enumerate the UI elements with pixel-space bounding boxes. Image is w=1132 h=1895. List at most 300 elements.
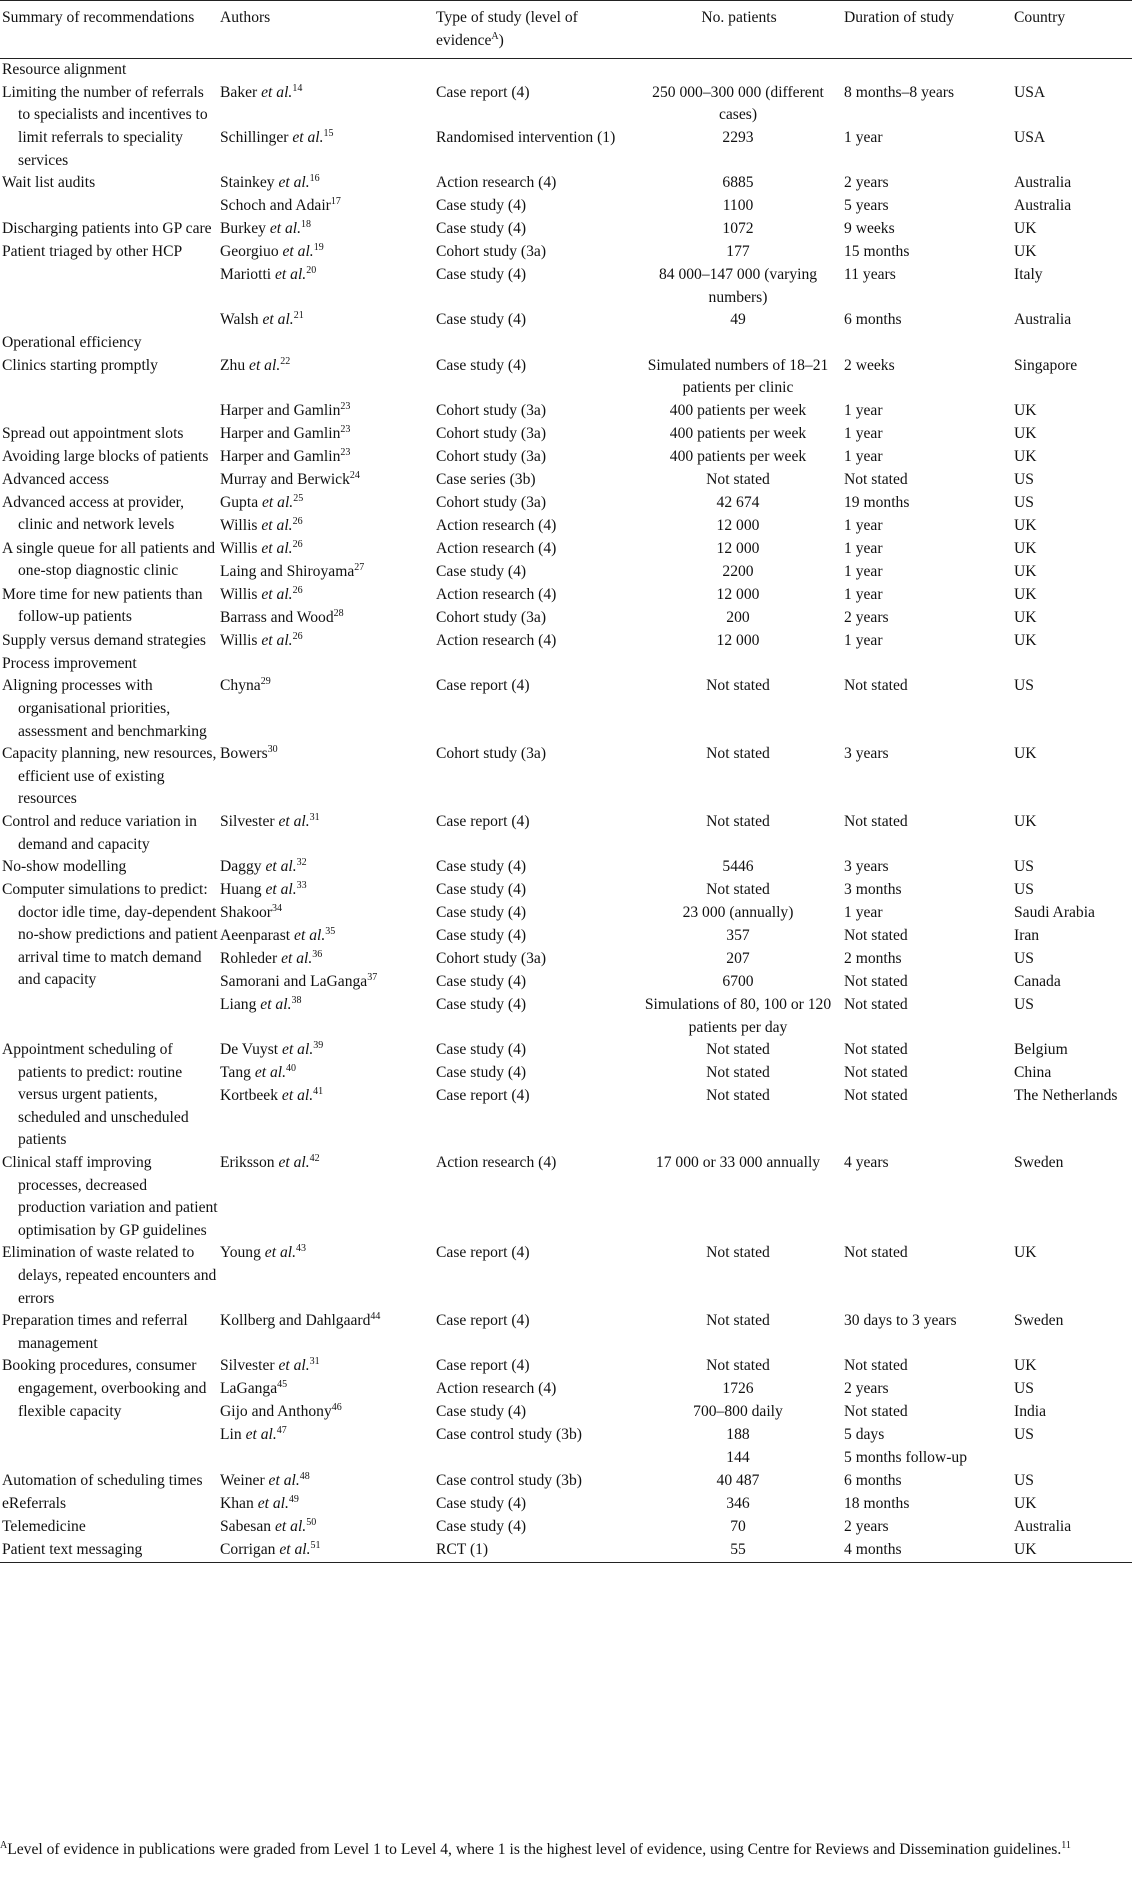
study-type: Case study (4) (436, 881, 527, 899)
study-type: Case report (4) (436, 1244, 530, 1262)
recommendation-text: Aligning processes with organisational priorities, assessment and benchmarking (2, 677, 207, 740)
duration-value: 5 years (844, 197, 889, 215)
header-type-sup: A (491, 30, 499, 42)
author-entry (220, 82, 434, 127)
footnote-ref: 11 (1061, 1839, 1071, 1851)
duration-value: 3 years (844, 745, 889, 763)
study-type: Case study (4) (436, 311, 527, 329)
duration-cell (842, 446, 1012, 469)
country-value: Australia (1014, 311, 1072, 329)
country-value: UK (1014, 516, 1037, 534)
recommendation-cell (0, 1039, 218, 1152)
patients-cell (634, 1152, 842, 1242)
section-label (0, 653, 1132, 676)
patients-value: 346 (726, 1495, 750, 1513)
author-name: Gijo and Anthony (220, 1403, 332, 1421)
patients-cell (634, 423, 842, 446)
country-value: India (1014, 1403, 1047, 1421)
country-cell (1012, 423, 1132, 446)
author-etal: et al. (278, 812, 310, 830)
author-etal: et al. (294, 927, 326, 945)
author-name: Silvester (220, 1357, 279, 1375)
duration-value: Not stated (844, 1403, 908, 1421)
author-ref: 23 (340, 400, 351, 412)
author-name: Laing and Shiroyama (220, 562, 355, 580)
study-type-cell (434, 856, 634, 879)
country-value: UK (1014, 424, 1037, 442)
patients-value: 250 000–300 000 (different cases) (652, 83, 824, 124)
recommendation-text: Advanced access (2, 470, 109, 488)
duration-cell (842, 811, 1012, 856)
author-entry (220, 743, 434, 766)
country-cell (1012, 630, 1132, 653)
recommendation-cell (0, 1242, 218, 1310)
author-ref: 21 (293, 309, 304, 321)
duration-value: Not stated (844, 677, 908, 695)
patients-value: Not stated (706, 1087, 770, 1105)
study-type-cell (434, 538, 634, 584)
author-etal: et al. (279, 1541, 311, 1559)
recommendation-cell (0, 743, 218, 811)
author-ref: 35 (325, 925, 336, 937)
author-ref: 17 (330, 195, 341, 207)
patients-value: 2293 (722, 128, 754, 146)
duration-cell (842, 879, 1012, 1039)
author-ref: 22 (280, 355, 291, 367)
table-row (0, 492, 1132, 538)
study-type-cell (434, 1539, 634, 1563)
header-country: Country (1014, 9, 1066, 26)
author-ref: 32 (296, 856, 307, 868)
author-entry (220, 607, 434, 630)
author-ref: 28 (333, 607, 344, 619)
country-value: Australia (1014, 1518, 1072, 1536)
author-etal: et al. (264, 1244, 296, 1262)
author-ref: 26 (292, 538, 303, 550)
patients-cell (634, 355, 842, 423)
country-value: Belgium (1014, 1041, 1068, 1059)
author-name: Aeenparast (220, 927, 295, 945)
author-name: Gupta (220, 493, 263, 511)
patients-value: Not stated (706, 1312, 770, 1330)
author-name: Lin (220, 1426, 246, 1444)
duration-value: 1 year (844, 424, 883, 442)
author-name: Murray and Berwick (220, 470, 350, 488)
table-row (0, 811, 1132, 856)
author-entry (220, 1401, 434, 1424)
duration-cell (842, 630, 1012, 653)
authors-cell (218, 446, 434, 469)
header-row (0, 1, 1132, 59)
country-value: US (1014, 950, 1034, 968)
authors-cell (218, 856, 434, 879)
authors-cell (218, 811, 434, 856)
study-type: Case study (4) (436, 904, 527, 922)
author-entry (220, 902, 434, 925)
study-type: Cohort study (3a) (436, 745, 547, 763)
patients-cell (634, 492, 842, 538)
author-entry (220, 1039, 434, 1062)
duration-value: 1 year (844, 128, 883, 146)
table-row (0, 1355, 1132, 1470)
patients-cell (634, 1539, 842, 1563)
author-name: Willis (220, 516, 262, 534)
country-value: Sweden (1014, 1312, 1064, 1330)
author-name: Stainkey (220, 174, 279, 192)
duration-value: 30 days to 3 years (844, 1312, 957, 1330)
table-row (0, 355, 1132, 423)
author-entry (220, 241, 434, 264)
table-row (0, 1152, 1132, 1242)
duration-cell (842, 172, 1012, 218)
study-type-cell (434, 675, 634, 743)
study-type: Case study (4) (436, 927, 527, 945)
duration-value: 1 year (844, 539, 883, 557)
duration-cell (842, 1493, 1012, 1516)
study-type-cell (434, 469, 634, 492)
author-ref: 16 (309, 172, 320, 184)
country-value: US (1014, 677, 1034, 695)
country-cell (1012, 1039, 1132, 1152)
recommendation-cell (0, 1470, 218, 1493)
study-type: Case control study (3b) (436, 1472, 582, 1490)
author-name: Mariotti (220, 266, 276, 284)
study-type-cell (434, 1355, 634, 1470)
patients-value: 700–800 daily (693, 1403, 783, 1421)
author-name: Liang (220, 996, 261, 1014)
study-type: Case study (4) (436, 1403, 527, 1421)
country-value: Singapore (1014, 356, 1078, 374)
recommendation-cell (0, 423, 218, 446)
header-patients: No. patients (701, 9, 777, 26)
country-value: Saudi Arabia (1014, 904, 1095, 922)
country-value: Italy (1014, 266, 1043, 284)
table-row (0, 743, 1132, 811)
country-cell (1012, 1152, 1132, 1242)
patients-cell (634, 675, 842, 743)
author-entry (220, 1470, 434, 1493)
authors-cell (218, 1310, 434, 1355)
authors-cell (218, 355, 434, 423)
country-value: Iran (1014, 927, 1040, 945)
recommendation-cell (0, 492, 218, 538)
author-entry (220, 1378, 434, 1401)
author-name: Willis (220, 539, 262, 557)
recommendation-cell (0, 82, 218, 172)
author-ref: 26 (292, 515, 303, 527)
study-type-cell (434, 492, 634, 538)
duration-cell (842, 743, 1012, 811)
duration-cell (842, 584, 1012, 630)
patients-cell (634, 1242, 842, 1310)
author-ref: 23 (340, 423, 351, 435)
patients-value: Not stated (706, 1357, 770, 1375)
study-type-cell (434, 355, 634, 423)
patients-value: Not stated (706, 881, 770, 899)
author-name: Young (220, 1244, 265, 1262)
recommendation-text: No-show modelling (2, 858, 127, 876)
authors-cell (218, 1470, 434, 1493)
duration-value: 2 years (844, 608, 889, 626)
author-etal: et al. (282, 243, 314, 261)
study-type: Case report (4) (436, 1357, 530, 1375)
author-ref: 26 (292, 584, 303, 596)
author-entry (220, 1152, 434, 1175)
patients-cell (634, 856, 842, 879)
section-row (0, 653, 1132, 676)
author-ref: 46 (331, 1402, 342, 1414)
author-etal: et al. (269, 220, 301, 238)
recommendation-text: Capacity planning, new resources, efficient use of existing resources (2, 745, 217, 808)
patients-value: 188 (726, 1426, 750, 1444)
table-row (0, 538, 1132, 584)
country-cell (1012, 1355, 1132, 1470)
author-etal: et al. (292, 128, 324, 146)
author-etal: et al. (278, 1154, 310, 1172)
author-entry (220, 1493, 434, 1516)
patients-cell (634, 446, 842, 469)
country-value: UK (1014, 220, 1037, 238)
author-entry (220, 446, 434, 469)
author-ref: 33 (296, 879, 307, 891)
author-etal: et al. (261, 539, 293, 557)
recommendation-text: Clinical staff improving processes, decreased production variation and patient optimisation by GP guidelines (2, 1154, 218, 1239)
author-etal: et al. (281, 1087, 314, 1105)
author-etal: et al. (275, 266, 307, 284)
recommendation-cell (0, 1152, 218, 1242)
author-entry (220, 218, 434, 241)
study-type (436, 1447, 634, 1470)
country-value: US (1014, 493, 1034, 511)
duration-value: 18 months (844, 1495, 910, 1513)
author-ref: 48 (299, 1471, 310, 1483)
study-type-cell (434, 172, 634, 218)
duration-cell (842, 675, 1012, 743)
recommendation-text: Automation of scheduling times (2, 1472, 203, 1490)
author-etal: et al. (281, 950, 313, 968)
table-body (0, 59, 1132, 1563)
patients-cell (634, 1516, 842, 1539)
authors-cell (218, 1516, 434, 1539)
duration-value: 5 months follow-up (844, 1449, 968, 1467)
author-etal: et al. (245, 1426, 277, 1444)
country-cell (1012, 743, 1132, 811)
patients-value: Not stated (706, 1064, 770, 1082)
duration-value: 1 year (844, 904, 883, 922)
country-value: USA (1014, 83, 1046, 101)
country-value: China (1014, 1064, 1052, 1082)
author-etal: et al. (261, 83, 293, 101)
patients-cell (634, 743, 842, 811)
study-type-cell (434, 241, 634, 332)
study-type: Case study (4) (436, 1041, 527, 1059)
country-value: UK (1014, 1495, 1037, 1513)
country-value: UK (1014, 631, 1037, 649)
study-type: Case study (4) (436, 197, 527, 215)
author-name: Zhu (220, 356, 250, 374)
author-ref: 25 (293, 492, 304, 504)
author-ref: 38 (291, 994, 302, 1006)
country-value: UK (1014, 745, 1037, 763)
author-ref: 42 (309, 1152, 320, 1164)
recommendation-text: More time for new patients than follow-up patients (2, 585, 203, 626)
patients-cell (634, 1470, 842, 1493)
duration-cell (842, 1242, 1012, 1310)
author-entry (220, 469, 434, 492)
author-etal: et al. (260, 996, 292, 1014)
duration-cell (842, 469, 1012, 492)
country-cell (1012, 1539, 1132, 1563)
table-row (0, 172, 1132, 218)
author-name: Kollberg and Dahlgaard (220, 1312, 371, 1330)
table-row (0, 879, 1132, 1039)
duration-value: 2 months (844, 950, 902, 968)
duration-value: 3 years (844, 858, 889, 876)
duration-value: Not stated (844, 1357, 908, 1375)
author-etal: et al. (282, 1041, 314, 1059)
table-row (0, 630, 1132, 653)
authors-cell (218, 675, 434, 743)
recommendation-cell (0, 241, 218, 332)
country-value: UK (1014, 812, 1037, 830)
duration-value: Not stated (844, 1041, 908, 1059)
patients-value: 12 000 (716, 631, 760, 649)
author-ref: 49 (288, 1494, 299, 1506)
country-value: UK (1014, 1244, 1037, 1262)
table-row (0, 1470, 1132, 1493)
duration-value: 1 year (844, 516, 883, 534)
patients-value: 400 patients per week (669, 447, 807, 465)
patients-cell (634, 469, 842, 492)
country-cell (1012, 82, 1132, 172)
country-cell (1012, 218, 1132, 241)
author-entry (220, 675, 434, 698)
study-type: Case study (4) (436, 996, 527, 1014)
patients-value: 49 (730, 311, 746, 329)
author-entry (220, 400, 434, 423)
author-name: Silvester (220, 812, 279, 830)
recommendation-cell (0, 469, 218, 492)
study-type: Action research (4) (436, 585, 557, 603)
table-row (0, 218, 1132, 241)
authors-cell (218, 1152, 434, 1242)
recommendation-cell (0, 1539, 218, 1563)
author-entry (220, 264, 434, 309)
country-value: Australia (1014, 174, 1072, 192)
patients-value: 400 patients per week (669, 424, 807, 442)
recommendation-cell (0, 172, 218, 218)
study-type: Case control study (3b) (436, 1426, 582, 1444)
author-name: Harper and Gamlin (220, 424, 341, 442)
author-ref: 27 (354, 561, 365, 573)
author-ref: 36 (312, 948, 323, 960)
patients-value: 23 000 (annually) (682, 904, 794, 922)
author-entry (220, 1310, 434, 1333)
patients-value: 207 (726, 950, 750, 968)
recommendation-cell (0, 856, 218, 879)
country-value: US (1014, 858, 1034, 876)
recommendation-cell (0, 1355, 218, 1470)
study-type: Cohort study (3a) (436, 950, 547, 968)
author-etal: et al. (261, 585, 293, 603)
author-ref: 31 (309, 811, 320, 823)
author-etal: et al. (262, 493, 294, 511)
recommendation-text: Advanced access at provider, clinic and network levels (2, 493, 185, 534)
study-type: Cohort study (3a) (436, 401, 547, 419)
study-type: Case study (4) (436, 356, 527, 374)
patients-cell (634, 241, 842, 332)
author-ref: 24 (349, 469, 360, 481)
author-entry (220, 1085, 434, 1108)
patients-value: 5446 (722, 858, 754, 876)
study-type: Action research (4) (436, 1154, 557, 1172)
study-type: Case series (3b) (436, 470, 536, 488)
patients-value: 1100 (722, 197, 754, 215)
author-entry (220, 1539, 434, 1562)
author-ref: 50 (306, 1517, 317, 1529)
patients-value: 1072 (722, 220, 754, 238)
author-etal: et al. (265, 881, 297, 899)
author-name: Sabesan (220, 1518, 275, 1536)
author-etal: et al. (275, 1518, 307, 1536)
author-name: Weiner (220, 1472, 269, 1490)
authors-cell (218, 423, 434, 446)
author-name: Huang (220, 881, 266, 899)
author-etal: et al. (257, 1495, 289, 1513)
country-cell (1012, 879, 1132, 1039)
table-row (0, 1310, 1132, 1355)
study-type: Case study (4) (436, 973, 527, 991)
patients-value: Not stated (706, 745, 770, 763)
authors-cell (218, 1493, 434, 1516)
country-value: UK (1014, 562, 1037, 580)
duration-cell (842, 423, 1012, 446)
duration-value: 4 months (844, 1541, 902, 1559)
author-name: Harper and Gamlin (220, 447, 341, 465)
author-ref: 15 (323, 127, 334, 139)
country-value: US (1014, 470, 1034, 488)
table-row (0, 856, 1132, 879)
authors-cell (218, 584, 434, 630)
author-ref: 43 (295, 1243, 306, 1255)
duration-value: 3 months (844, 881, 902, 899)
author-name: Shakoor (220, 904, 272, 922)
patients-value: 12 000 (716, 516, 760, 534)
study-type: Case study (4) (436, 1064, 527, 1082)
duration-value: Not stated (844, 1064, 908, 1082)
table-row (0, 241, 1132, 332)
patients-cell (634, 630, 842, 653)
recommendation-text: Booking procedures, consumer engagement, overbooking and flexible capacity (2, 1357, 207, 1420)
author-name: Rohleder (220, 950, 282, 968)
author-entry (220, 630, 434, 653)
section-label-text: Process improvement (2, 654, 137, 672)
study-type: Action research (4) (436, 1380, 557, 1398)
footnote-marker: A (0, 1839, 8, 1851)
country-value: USA (1014, 128, 1046, 146)
recommendation-text: Patient triaged by other HCP (2, 243, 183, 261)
author-entry (220, 1242, 434, 1265)
author-name: Samorani and LaGanga (220, 973, 368, 991)
duration-value: 15 months (844, 243, 910, 261)
section-label-text: Operational efficiency (2, 334, 142, 352)
patients-value: 17 000 or 33 000 annually (655, 1154, 821, 1172)
patients-cell (634, 172, 842, 218)
country-value: The Netherlands (1014, 1087, 1118, 1105)
recommendation-text: Computer simulations to predict: doctor idle time, day-dependent no-show predictions and patient arrival time to match demand and capacity (2, 881, 218, 989)
duration-value: 9 weeks (844, 220, 895, 238)
patients-cell (634, 82, 842, 172)
